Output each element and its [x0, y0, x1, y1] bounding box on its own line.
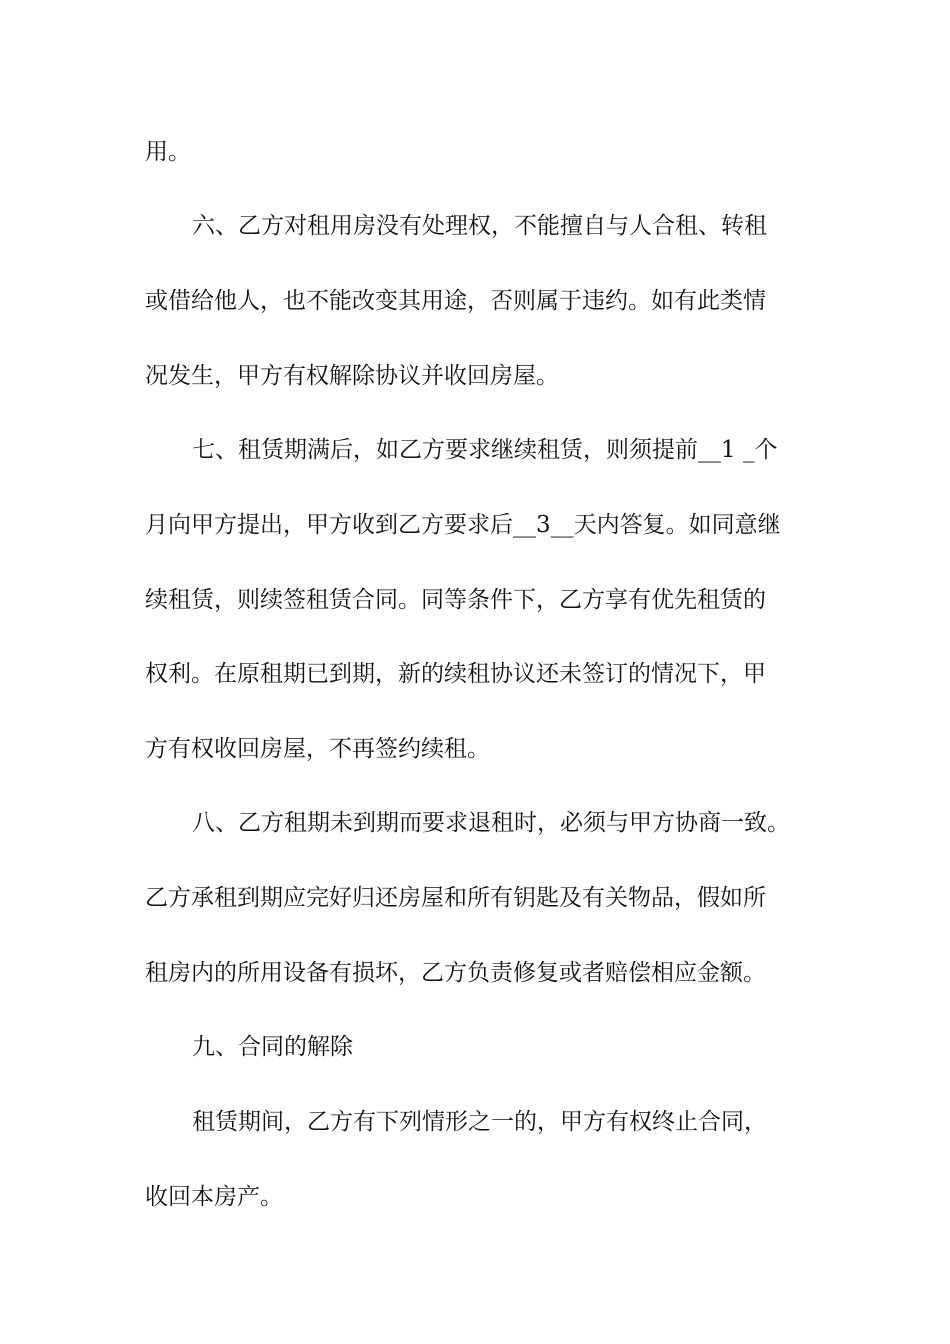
text-line: 租赁期间，乙方有下列情形之一的，甲方有权终止合同， [192, 1109, 767, 1135]
paragraph-seven-line: 七、租赁期满后，如乙方要求继续租赁，则须提前__1 _个 [192, 437, 778, 463]
text-line: 收回本房产。 [145, 1184, 283, 1210]
text-line: 月向甲方提出，甲方收到乙方要求后__3__天内答复。如同意继 [145, 512, 781, 538]
text-line: 乙方承租到期应完好归还房屋和所有钥匙及有关物品，假如所 [145, 885, 766, 911]
text-line: 租房内的所用设备有损坏，乙方负责修复或者赔偿相应金额。 [145, 960, 766, 986]
text-line: 或借给他人，也不能改变其用途，否则属于违约。如有此类情 [145, 288, 766, 314]
text-line: 方有权收回房屋，不再签约续租。 [145, 736, 490, 762]
text-line: 权利。在原租期已到期，新的续租协议还未签订的情况下，甲 [145, 661, 766, 687]
text-line: 用。 [145, 139, 191, 165]
section-nine-heading: 九、合同的解除 [192, 1034, 353, 1060]
paragraph-six-line: 六、乙方对租用房没有处理权，不能擅自与人合租、转租 [192, 213, 767, 239]
text-line: 续租赁，则续签租赁合同。同等条件下，乙方享有优先租赁的 [145, 587, 766, 613]
paragraph-eight-line: 八、乙方租期未到期而要求退租时，必须与甲方协商一致。 [192, 810, 790, 836]
text-line: 况发生，甲方有权解除协议并收回房屋。 [145, 363, 559, 389]
